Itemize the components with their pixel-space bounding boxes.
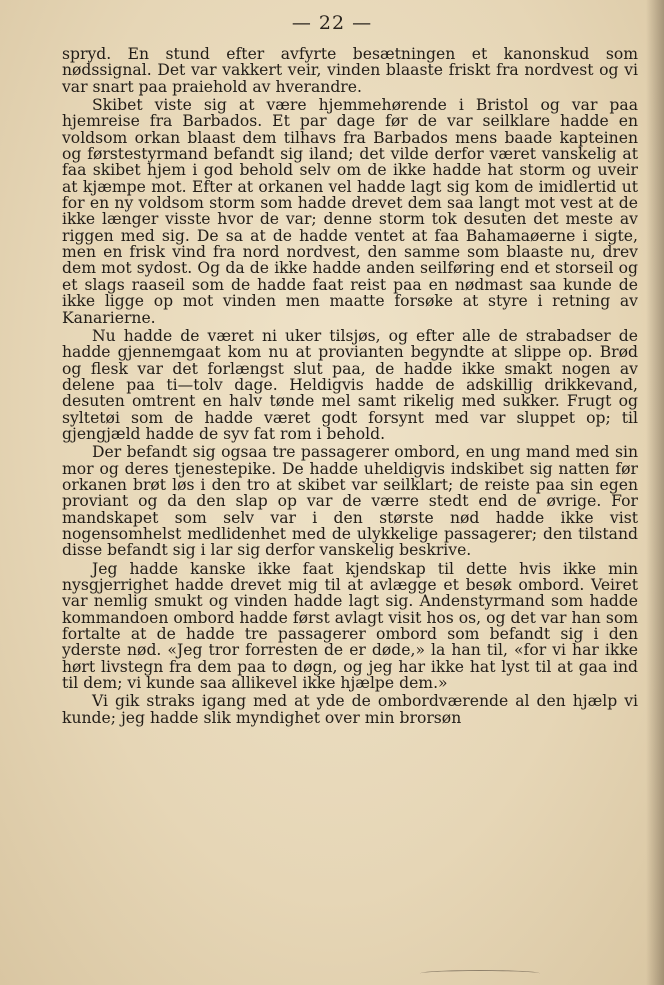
paragraph-6: Vi gik straks igang med at yde de ombordværende al den hjælp vi kunde; jeg hadde slik myndighet over min brorsøn <box>62 692 638 727</box>
page-edge-mark <box>420 970 540 977</box>
body-text <box>62 46 638 728</box>
paragraph-1: spryd. En stund efter avfyrte besætningen et kanonskud som nødssignal. Det var vakkert veir, vinden blaaste friskt fra nordvest og vi var snart paa praiehold av hverandre. <box>62 45 638 96</box>
paragraph-2: Skibet viste sig at være hjemmehørende i Bristol og var paa hjemreise fra Barbados. Et par dage før de var seilklare hadde en voldsom orkan blaast dem tilhavs fra Barbados mens baade kapteinen og førstestyrmand befandt sig iland; det vilde derfor været vanskelig at faa skibet hjem i god behold selv om de ikke hadde hat storm og uveir at kjæmpe mot. Efter at orkanen vel hadde lagt sig kom de imidlertid ut for en ny voldsom storm som hadde drevet dem saa langt mot vest at de ikke længer visste hvor de var; denne storm tok desuten det meste av riggen med sig. De sa at de hadde ventet at faa Bahamaøerne i sigte, men en frisk vind fra nord nordvest, den samme som blaaste nu, drev dem mot sydost. Og da de ikke hadde anden seilføring end et storseil og et slags raaseil som de hadde faat reist paa en nødmast saa kunde de ikke ligge op mot vinden men maatte forsøke at styre i retning av Kanarierne. <box>62 96 638 327</box>
paragraph-4: Der befandt sig ogsaa tre passagerer ombord, en ung mand med sin mor og deres tjenestepike. De hadde uheldigvis indskibet sig natten før orkanen brøt løs i den tro at skibet var seilklart; de reiste paa sin egen proviant og da den slap op var de værre stedt end de øvrige. For mandskapet som selv var i den største nød hadde ikke vist nogensomhelst medlidenhet med de ulykkelige passagerer; den tilstand disse befandt sig i lar sig derfor vanskelig beskrive. <box>62 443 638 560</box>
paragraph-5: Jeg hadde kanske ikke faat kjendskap til dette hvis ikke min nysgjerrighet hadde drevet mig til at avlægge et besøk ombord. Veiret var nemlig smukt og vinden hadde lagt sig. Andenstyrmand som hadde kommandoen ombord hadde først avlagt visit hos os, og det var han som fortalte at de hadde tre passagerer ombord som befandt sig i den yderste nød. «Jeg tror forresten de er døde,» la han til, «for vi har ikke hørt livstegn fra dem paa to døgn, og jeg har ikke hat lyst til at gaa ind til dem; vi kunde saa allikevel ikke hjælpe dem.» <box>62 559 638 693</box>
page-number: — 22 — <box>291 12 373 34</box>
paragraph-3: Nu hadde de været ni uker tilsjøs, og efter alle de strabadser de hadde gjennemgaat kom nu at provianten begyndte at slippe op. Brød og flesk var det forlængst slut paa, de hadde ikke smakt nogen av delene paa ti—tolv dage. Heldigvis hadde de adskillig drikkevand, desuten omtrent en halv tønde mel samt rikelig med sukker. Frugt og syltetøi som de hadde været godt forsynt med var sluppet op; til gjengjæld hadde de syv fat rom i behold. <box>62 326 638 443</box>
